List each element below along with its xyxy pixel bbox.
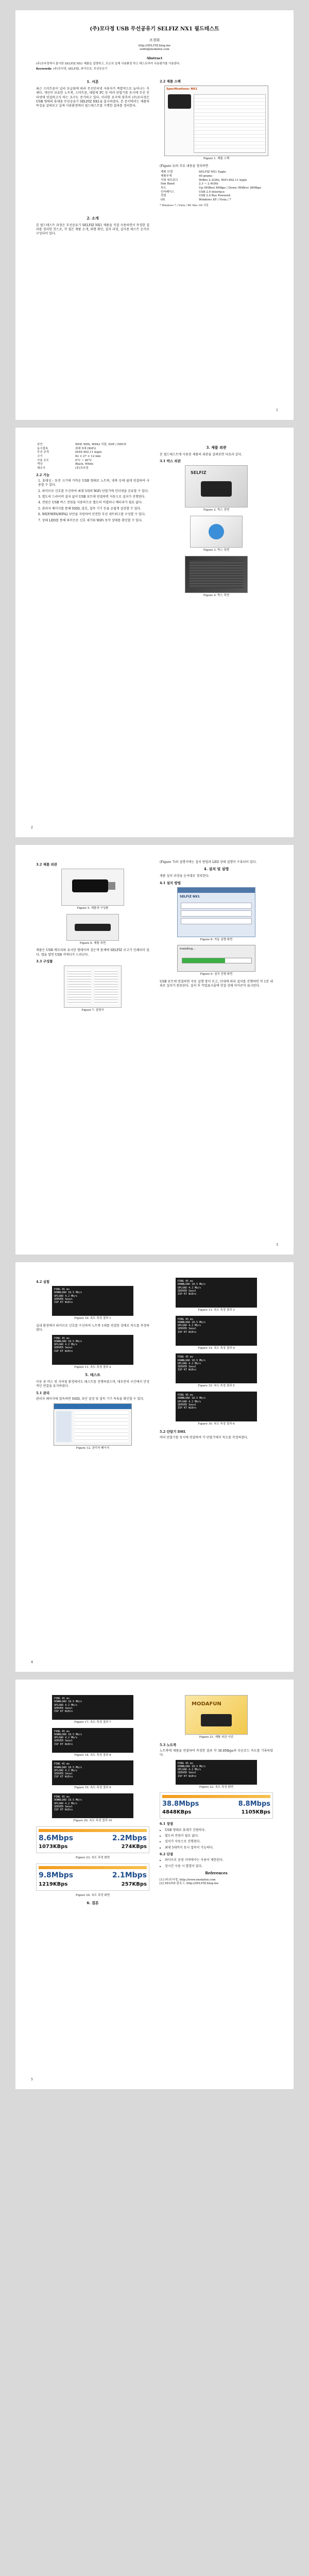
pro-item: • 설치가 자동으로 진행된다. bbox=[165, 1840, 273, 1844]
speedtest-row: PING 45 ms bbox=[54, 1697, 70, 1700]
speedtest-row: SERVER Seoul bbox=[54, 1297, 73, 1301]
author: 조경화 bbox=[149, 38, 160, 42]
section-3-heading: 3. 제품 외관 bbox=[206, 445, 227, 450]
install-progress-fill bbox=[182, 958, 225, 963]
speedtest-row: UPLOAD 4.2 Mb/s bbox=[54, 1703, 78, 1707]
section-2-3-heading: 2.2 기능 bbox=[36, 472, 50, 477]
spec-figure bbox=[164, 86, 268, 156]
page-number: 1 bbox=[276, 408, 278, 412]
speed-result-1-up: 2.2Mbps bbox=[112, 1834, 147, 1842]
references-list bbox=[160, 1878, 273, 1886]
speed-result-1 bbox=[36, 1826, 149, 1854]
speedtest-rows bbox=[178, 1318, 255, 1334]
speedtest-row: ISP KT WiBro bbox=[178, 1293, 197, 1296]
speedtest-row: PING 45 ms bbox=[54, 1795, 70, 1799]
keywords bbox=[36, 67, 273, 72]
references-heading: References bbox=[205, 1870, 228, 1875]
figure-3-caption: Figure 3. 박스 측면 bbox=[203, 548, 230, 552]
section-2-2-heading: 2.2 제품 스펙 bbox=[160, 79, 181, 83]
speedtest-screen-11 bbox=[176, 1760, 257, 1785]
box-brand-label: SELFIZ bbox=[191, 470, 207, 476]
spec-table-left bbox=[36, 443, 149, 471]
spec-value: Up (WiBro) 8Mbps / Down (WiBro) 38Mbps bbox=[199, 186, 262, 190]
speedtest-screen-5 bbox=[176, 1353, 257, 1383]
section-6-2-heading: 6.2 단점 bbox=[160, 1852, 174, 1857]
speedtest-rows bbox=[54, 1762, 131, 1778]
figure-21-caption: Figure 21. 제품 외관 사진 bbox=[199, 1736, 234, 1739]
speed-result-1-down-kb: 1073KBps bbox=[39, 1844, 68, 1850]
speedtest-row: PING 45 ms bbox=[178, 1280, 194, 1283]
speedtest-screen-6 bbox=[176, 1392, 257, 1421]
figure-11-caption: Figure 11. 속도 측정 결과 2 bbox=[74, 1365, 111, 1369]
spec-row bbox=[160, 191, 273, 195]
speedtest-row: SERVER Seoul bbox=[178, 1289, 197, 1293]
box-side-photo bbox=[190, 516, 243, 548]
spec-key: 속도 bbox=[161, 186, 166, 190]
spec-value: 0°C ~ 40°C bbox=[75, 459, 92, 462]
speedtest-row: ISP KT WiBro bbox=[54, 1742, 73, 1746]
figure-19-caption: Figure 19. 속도 측정 결과 9 bbox=[74, 1786, 111, 1790]
keywords-label: Keywords bbox=[36, 67, 52, 71]
admin-page-header bbox=[54, 1404, 131, 1409]
speed-result-2-bar bbox=[39, 1866, 147, 1869]
section-5-3-text: 노트북에 제품을 연결하여 측정한 결과 약 38.8Mbps의 다운로드 속도를 기록하였다. bbox=[160, 1749, 273, 1757]
spec-row bbox=[36, 463, 149, 467]
abstract-text: (주)모다정에서 출시한 SELFIZ NX1 제품을 설명하고, 모든의 실제 사용환경 하고 테스트하여 사용평가를 이용한다. bbox=[36, 62, 181, 66]
autorun-option-2 bbox=[181, 910, 252, 917]
speedtest-row: UPLOAD 4.2 Mb/s bbox=[178, 1362, 201, 1365]
affiliation-1: http://SELFIZ.blog.me bbox=[138, 44, 171, 47]
spec-row bbox=[160, 194, 273, 198]
box-back-photo bbox=[185, 556, 248, 593]
speedtest-row: SERVER Seoul bbox=[54, 1739, 73, 1743]
speedtest-row: PING 45 ms bbox=[54, 1730, 70, 1733]
spec-key: 색상 bbox=[37, 463, 43, 466]
speedtest-row: SERVER Seoul bbox=[178, 1403, 197, 1406]
p5-left-column bbox=[36, 1695, 149, 1908]
speedtest-row: DOWNLOAD 18.5 Mb/s bbox=[54, 1766, 82, 1769]
figure-23-caption: Figure 23. 속도 측정 화면 bbox=[75, 1856, 110, 1860]
spec-row bbox=[160, 179, 273, 183]
spec-row bbox=[160, 175, 273, 179]
speed-result-1-up-kb: 274KBps bbox=[121, 1844, 147, 1850]
figure-5-caption: Figure 5. 제품과 구성품 bbox=[77, 907, 109, 910]
speed-result-3-down: 38.8Mbps bbox=[162, 1800, 199, 1808]
speedtest-row: ISP KT WiBro bbox=[54, 1808, 73, 1812]
figure-18-caption: Figure 18. 속도 측정 결과 8 bbox=[74, 1753, 111, 1757]
spec-value: USB 2.0 Interface bbox=[199, 190, 225, 194]
section-5-2-heading: 5.2 단말기 DHL bbox=[160, 1429, 186, 1434]
autorun-title: SELFIZ NX1 bbox=[180, 894, 200, 899]
figure-8-caption: Figure 8. 자동 실행 화면 bbox=[200, 938, 233, 941]
spec-row bbox=[160, 171, 273, 175]
con-item: • 장시간 사용 시 발열이 있다. bbox=[165, 1865, 273, 1869]
spec-key: OS bbox=[161, 198, 165, 201]
section-6-heading: 6. 결론 bbox=[87, 1901, 99, 1906]
speedtest-row: DOWNLOAD 18.5 Mb/s bbox=[178, 1320, 206, 1324]
section-3-text: 본 필드테스트에 사용된 제품의 외관을 살펴보면 다음과 같다. bbox=[160, 452, 243, 456]
figure-17-caption: Figure 17. 속도 측정 결과 7 bbox=[74, 1721, 111, 1724]
speedtest-row: DOWNLOAD 18.5 Mb/s bbox=[54, 1291, 82, 1295]
speedtest-row: PING 45 ms bbox=[178, 1761, 194, 1765]
speedtest-row: DOWNLOAD 18.5 Mb/s bbox=[178, 1397, 206, 1400]
feature-item: 1. 휴대성 : 동전 크기에 가까운 USB 형태로 노트북, 넷북 등에 쉽게 연결하여 사용할 수 있다. bbox=[38, 479, 149, 487]
spec-row bbox=[36, 455, 149, 459]
admin-page-menu bbox=[56, 1411, 72, 1442]
section-5-1-text: 관리자 페이지에 접속하면 SSID, 보안 설정 및 접속 기기 목록을 확인할 수 있다. bbox=[36, 1397, 144, 1401]
speedtest-screen-10 bbox=[52, 1793, 133, 1818]
spec-row bbox=[36, 447, 149, 451]
section-3-1-heading: 3.1 박스 외관 bbox=[160, 459, 181, 464]
autorun-option-1 bbox=[181, 903, 252, 909]
spec-value: 40 grams bbox=[199, 174, 213, 178]
pro-item: • 최대 5대까지 동시 접속이 가능하다. bbox=[165, 1846, 273, 1850]
spec-key: 인터페이스 bbox=[161, 190, 175, 194]
product-box-photo bbox=[185, 1695, 248, 1735]
figure-20-caption: Figure 20. 속도 측정 결과 10 bbox=[73, 1819, 112, 1823]
speedtest-row: DOWNLOAD 18.5 Mb/s bbox=[178, 1283, 206, 1286]
feature-item: 2. 와이브로 신호를 수신하여 최대 5대의 WiFi 단말기에 인터넷을 공유할 수 있다. bbox=[38, 489, 149, 493]
speedtest-row: ISP KT WiBro bbox=[54, 1301, 73, 1304]
speed-result-2-up-kb: 257KBps bbox=[121, 1881, 147, 1887]
speedtest-rows bbox=[54, 1730, 131, 1746]
affiliation-2: selfiz@modafun.com bbox=[140, 48, 169, 52]
page-3 bbox=[15, 845, 294, 1255]
speedtest-rows bbox=[178, 1394, 255, 1410]
speedtest-screen-2 bbox=[52, 1335, 133, 1365]
spec-figure-title: Specifications: NX1 bbox=[166, 88, 198, 91]
page-4 bbox=[15, 1262, 294, 1672]
feature-item: 7. 상태 LED를 통해 와이브로 신호 세기와 WiFi 동작 상태를 확인할 수 있다. bbox=[38, 518, 143, 522]
spec-key: 사용 온도 bbox=[37, 459, 49, 462]
product-side-shape bbox=[75, 924, 111, 931]
spec-key: 무선 규격 bbox=[37, 451, 49, 454]
speedtest-rows bbox=[54, 1288, 131, 1304]
speedtest-screen-8 bbox=[52, 1728, 133, 1753]
speed-result-2-down: 9.8Mbps bbox=[39, 1871, 74, 1880]
manual-photo bbox=[64, 965, 122, 1008]
figure-10-caption: Figure 10. 속도 측정 결과 1 bbox=[74, 1317, 111, 1320]
spec-key: 지원 네트워크 bbox=[161, 178, 178, 182]
speedtest-row: DOWNLOAD 18.5 Mb/s bbox=[54, 1733, 82, 1736]
keywords-text: : (주)모다정, SELFIZ, 와이브로, 무선공유기 bbox=[51, 67, 108, 71]
con-item: • 와이브로 음영 지역에서는 사용이 제한된다. bbox=[165, 1858, 273, 1862]
speedtest-rows bbox=[54, 1795, 131, 1811]
figure-22-caption: Figure 22. 속도 측정 화면 bbox=[199, 1785, 234, 1789]
speed-result-2 bbox=[36, 1863, 149, 1891]
speedtest-row: ISP KT WiBro bbox=[178, 1774, 197, 1778]
speedtest-rows bbox=[54, 1697, 131, 1713]
feature-item: 5. 관리자 페이지를 통해 SSID, 암호, 접속 기기 등을 손쉽게 설정할 수 있다. bbox=[38, 506, 142, 511]
install-label: Installing... bbox=[180, 947, 196, 951]
feature-item: 3. 별도의 드라이버 설치 없이 USB 포트에 연결하면 자동으로 설치가 진행된다. bbox=[38, 495, 146, 499]
speedtest-screen-9 bbox=[52, 1760, 133, 1785]
spec-value: IEEE 802.11 b/g/n bbox=[75, 451, 102, 454]
spec-key: 제품무게 bbox=[161, 174, 172, 178]
speedtest-row: DOWNLOAD 18.5 Mb/s bbox=[178, 1359, 206, 1362]
install-progress-track bbox=[182, 958, 252, 963]
figure-7-caption: Figure 7. 설명서 bbox=[81, 1009, 104, 1012]
figure-13-caption: Figure 13. 속도 측정 결과 3 bbox=[198, 1309, 235, 1312]
speedtest-row: UPLOAD 4.2 Mb/s bbox=[54, 1769, 78, 1772]
admin-page-content bbox=[75, 1411, 128, 1442]
spec-value: 82 × 27 × 12 mm bbox=[75, 455, 101, 459]
section-4-heading: 4. 설치 및 설명 bbox=[203, 867, 229, 872]
spec-figure-table bbox=[194, 94, 266, 153]
speedtest-row: SERVER Seoul bbox=[54, 1805, 73, 1808]
section-3-3-heading: 3.3 구성품 bbox=[36, 959, 53, 964]
page-2 bbox=[15, 428, 294, 837]
admin-page-screenshot bbox=[54, 1403, 132, 1446]
figure-6-caption: Figure 6. 제품 측면 bbox=[79, 941, 106, 945]
figure-24-caption: Figure 24. 속도 측정 화면 bbox=[75, 1893, 110, 1897]
speedtest-row: SERVER Seoul bbox=[178, 1365, 197, 1369]
speedtest-row: SERVER Seoul bbox=[54, 1706, 73, 1710]
speedtest-row: ISP KT WiBro bbox=[178, 1330, 197, 1334]
speedtest-row: UPLOAD 4.2 Mb/s bbox=[178, 1286, 201, 1290]
figure-1-note: (Figure 1)의 주요 내용을 정리하면 bbox=[160, 164, 209, 168]
section-2-text: 본 필드테스트 과정은 무선공유기 SELFIZ NX1 제품을 직접 사용하면서 측정한 결과를 정리한 것으로, 각 절은 제품 소개, 외형 확인, 설치 과정, 실사용 테스트 순서로 구성되어 있다. bbox=[36, 223, 149, 236]
spec-key: 전원 bbox=[161, 194, 166, 198]
speedtest-rows bbox=[178, 1355, 255, 1371]
speedtest-rows bbox=[178, 1762, 255, 1778]
spec-value: USB 2.0 Bus Powered bbox=[199, 194, 230, 198]
speedtest-row: UPLOAD 4.2 Mb/s bbox=[54, 1802, 78, 1805]
spec-value: 최대 5대 (WiFi) bbox=[75, 447, 96, 450]
cons-list bbox=[160, 1858, 273, 1869]
speedtest-row: UPLOAD 4.2 Mb/s bbox=[178, 1768, 201, 1772]
section-2-heading: 2. 소개 bbox=[87, 215, 99, 221]
speedtest-row: DOWNLOAD 18.5 Mb/s bbox=[54, 1700, 82, 1704]
speed-result-3 bbox=[160, 1792, 273, 1819]
box-back-text-block bbox=[190, 561, 243, 588]
spec-key: 제조사 bbox=[37, 467, 45, 470]
spec-row bbox=[36, 443, 149, 447]
spec-row bbox=[36, 459, 149, 463]
p1-left-column bbox=[36, 77, 149, 239]
speedtest-row: ISP KT WiBro bbox=[54, 1775, 73, 1779]
page-number: 4 bbox=[31, 1660, 33, 1664]
speed-result-3-bar bbox=[162, 1795, 270, 1798]
page-number: 5 bbox=[31, 2077, 33, 2081]
spec-row bbox=[160, 187, 273, 191]
speedtest-row: DOWNLOAD 18.5 Mb/s bbox=[54, 1799, 82, 1802]
speed-result-3-up: 8.8Mbps bbox=[238, 1800, 270, 1808]
speedtest-screen-1 bbox=[52, 1286, 133, 1316]
product-body-shape bbox=[72, 879, 108, 892]
spec-value: 2.3 ~ 2.4GHz bbox=[199, 182, 218, 186]
reference-item: [2] SELFIZ 블로그, http://SELFIZ.blog.me bbox=[160, 1882, 219, 1886]
speedtest-screen-4 bbox=[176, 1316, 257, 1346]
p3-right-column bbox=[160, 860, 273, 991]
spec-value: Black, White bbox=[75, 463, 94, 466]
manual-page-right bbox=[94, 969, 118, 1004]
autorun-window bbox=[177, 887, 255, 937]
section-1-heading: 1. 서론 bbox=[87, 79, 99, 84]
figure-14-caption: Figure 14. 속도 측정 결과 4 bbox=[198, 1346, 235, 1350]
autorun-option-3 bbox=[181, 918, 252, 924]
speed-result-2-down-kb: 1219KBps bbox=[39, 1881, 68, 1887]
spec-value: Windows XP / Vista / 7 bbox=[199, 198, 231, 201]
p4-right-column bbox=[160, 1278, 273, 1442]
figure-4-caption: Figure 4. 박스 후면 bbox=[203, 594, 230, 597]
figure-12-caption: Figure 12. 관리자 페이지 bbox=[76, 1447, 110, 1450]
section-3-2-heading: 3.2 제품 외관 bbox=[36, 862, 57, 867]
section-5-2-text: 여러 단말기를 동시에 연결하여 각 단말기에서 속도를 측정하였다. bbox=[160, 1435, 248, 1439]
speed-result-3-down-kb: 4848KBps bbox=[162, 1809, 192, 1816]
p3-left-column bbox=[36, 860, 149, 1016]
box-front-photo bbox=[185, 465, 248, 507]
figure-1-caption: Figure 1. 제품 스펙 bbox=[203, 157, 230, 161]
title-block bbox=[36, 26, 273, 72]
speed-result-2-up: 2.1Mbps bbox=[112, 1871, 147, 1880]
figure-15-caption: Figure 15. 속도 측정 결과 5 bbox=[198, 1384, 235, 1388]
text-a: 실내 환경에서 와이브로 신호를 수신하여 노트북 1대를 연결한 상태로 속도를 측정하였다. bbox=[36, 1324, 149, 1332]
speedtest-row: DOWNLOAD 18.5 Mb/s bbox=[54, 1340, 82, 1343]
autorun-titlebar bbox=[178, 888, 255, 893]
section-5-1-heading: 5.1 관리 bbox=[36, 1391, 50, 1395]
product-box-shape bbox=[201, 1714, 232, 1726]
modafun-logo: MODAFUN bbox=[192, 1701, 221, 1707]
speedtest-row: PING 45 ms bbox=[178, 1394, 194, 1397]
p1-right-column bbox=[160, 77, 273, 208]
speedtest-row: UPLOAD 4.2 Mb/s bbox=[178, 1400, 201, 1403]
speed-result-1-bar bbox=[39, 1829, 147, 1832]
speedtest-row: PING 45 ms bbox=[178, 1355, 194, 1359]
install-window bbox=[177, 945, 255, 972]
p4-left-column bbox=[36, 1278, 149, 1454]
spec-value: WEP, WPA, WPA2 지원, NAT / DHCP bbox=[75, 443, 126, 446]
p5-right-column bbox=[160, 1695, 273, 1886]
spec-value: SELFIZ NX1 Eagle bbox=[199, 171, 226, 174]
spec-value: WiBro 2.3GHz, WiFi 802.11 b/g/n bbox=[199, 178, 247, 182]
box-side-circle bbox=[209, 524, 224, 539]
p2-right-column bbox=[160, 443, 273, 601]
section-4-text: 제품 설치 과정을 순서대로 정리한다. bbox=[160, 874, 210, 878]
speedtest-row: ISP KT WiBro bbox=[54, 1710, 73, 1713]
pro-item: • USB 형태로 휴대가 간편하다. bbox=[165, 1828, 273, 1833]
spec-row bbox=[36, 451, 149, 455]
speedtest-row: ISP KT WiBro bbox=[178, 1406, 197, 1410]
feature-list bbox=[36, 479, 149, 523]
spec-key: 크기 bbox=[37, 455, 43, 459]
figure-16-caption: Figure 16. 속도 측정 결과 6 bbox=[198, 1422, 235, 1426]
speedtest-row: SERVER Seoul bbox=[54, 1772, 73, 1776]
speedtest-row: UPLOAD 4.2 Mb/s bbox=[54, 1343, 78, 1347]
section-4-1-heading: 4.1 설치 방법 bbox=[160, 880, 181, 885]
speedtest-row: SERVER Seoul bbox=[178, 1771, 197, 1775]
speed-result-3-up-kb: 1105KBps bbox=[241, 1809, 270, 1816]
page-1 bbox=[15, 10, 294, 420]
reference-item: [1] (주)모다정, http://www.modafun.com bbox=[160, 1878, 216, 1882]
spec-row bbox=[160, 198, 273, 202]
product-photo bbox=[61, 869, 124, 906]
box-product-shape bbox=[201, 481, 232, 497]
spec-figure-image bbox=[168, 94, 191, 109]
figure-2-caption: Figure 2. 박스 전면 bbox=[203, 509, 230, 512]
spec-table-right bbox=[160, 171, 273, 202]
section-1-text: 최근 스마트폰이 널리 보급됨에 따라 무선인터넷 사용자가 폭발적으로 늘어나는 추세다. 개인이 보유한 노트북, 스마트폰, 태블릿 PC 등 여러 단말기를 동시에 무선 인터넷에 연결하고자 하는 요구도 증가하고 있다. 이러한 요구에 맞추어 (주)모다정은 USB 형태의 휴대용 무선공유기 SELFIZ NX1을 출시하였다. 본 문서에서는 제품의 특징을 살펴보고 실제 사용환경에서 필드테스트를 수행한 결과를 정리한다. bbox=[36, 87, 149, 108]
speedtest-row: UPLOAD 4.2 Mb/s bbox=[54, 1736, 78, 1740]
section-4-2-heading: 4.2 실험 bbox=[36, 1280, 50, 1284]
page-number: 3 bbox=[276, 1243, 278, 1247]
speedtest-row: ISP KT WiBro bbox=[178, 1368, 197, 1372]
speedtest-row: SERVER Seoul bbox=[178, 1327, 197, 1331]
pros-list bbox=[160, 1828, 273, 1851]
spec-key: 보안 bbox=[37, 443, 43, 446]
figure-9-caption: Figure 9. 설치 진행 화면 bbox=[200, 973, 233, 976]
speedtest-rows bbox=[54, 1337, 131, 1353]
page-5 bbox=[15, 1680, 294, 2089]
speedtest-screen-3 bbox=[176, 1278, 257, 1308]
install-text: USB 포트에 연결하면 자동 실행 창이 뜨고, 안내에 따라 설치를 진행하면 약 1분 내외로 설치가 완료된다. 설치 후 작업표시줄에 연결 상태 아이콘이 표시된다. bbox=[160, 980, 273, 988]
section-5-3-heading: 5.3 노트북 bbox=[160, 1742, 177, 1747]
spec-key: 제품 모델 bbox=[161, 171, 173, 174]
p2-left-column bbox=[36, 443, 149, 525]
speedtest-row: PING 45 ms bbox=[178, 1317, 194, 1321]
feature-item: 4. 전원은 USB 버스 전원을 사용하므로 별도의 어댑터나 배터리가 필요 없다. bbox=[38, 501, 143, 505]
feature-item: 6. WEP/WPA/WPA2 보안을 지원하여 안전한 무선 네트워크를 구성할 수 있다. bbox=[38, 513, 146, 517]
spec-key: 동시접속 bbox=[37, 447, 48, 450]
paper-title: (주)모다정 USB 무선공유기 SELFIZ NX1 필드테스트 bbox=[90, 26, 219, 32]
product-side-photo bbox=[66, 914, 119, 941]
figure-7-note: (Figure 7)의 설명서에는 설치 방법과 LED 상태 설명이 수록되어 있다. bbox=[160, 860, 257, 864]
pro-item: • 별도의 전원이 필요 없다. bbox=[165, 1834, 273, 1838]
section-5-text: 이동 중 버스 및 지하철 환경에서도 테스트를 진행하였으며, 대부분의 구간에서 안정적인 연결을 유지하였다. bbox=[36, 1380, 149, 1388]
speedtest-row: DOWNLOAD 18.5 Mb/s bbox=[178, 1765, 206, 1768]
abstract-heading: Abstract bbox=[146, 56, 163, 61]
section-5-heading: 5. 테스트 bbox=[84, 1372, 101, 1378]
spec-footnote: * Windows 7 / Vista / XP, Mac OS 지원 bbox=[160, 204, 209, 207]
spec-row bbox=[160, 182, 273, 187]
page-number: 2 bbox=[31, 825, 33, 829]
product-cap-shape bbox=[108, 882, 115, 890]
speedtest-row: PING 45 ms bbox=[54, 1336, 70, 1340]
speedtest-row: UPLOAD 4.2 Mb/s bbox=[178, 1324, 201, 1328]
section-3-2-text: 제품은 USB 메모리와 유사한 형태이며 검은색 몸체에 SELFIZ 로고가 인쇄되어 있다. 캡을 열면 USB 커넥터가 드러난다. bbox=[36, 948, 149, 957]
spec-row bbox=[36, 467, 149, 471]
speedtest-row: UPLOAD 4.2 Mb/s bbox=[54, 1294, 78, 1298]
speedtest-screen-7 bbox=[52, 1695, 133, 1720]
manual-page-left bbox=[67, 969, 91, 1004]
speedtest-row: SERVER Seoul bbox=[54, 1346, 73, 1350]
section-6-1-heading: 6.1 장점 bbox=[160, 1822, 174, 1826]
speedtest-rows bbox=[178, 1280, 255, 1296]
speedtest-row: ISP KT WiBro bbox=[54, 1349, 73, 1353]
spec-value: (주)모다정 bbox=[75, 467, 89, 470]
spec-key: Sim Band bbox=[161, 182, 175, 186]
speedtest-row: PING 45 ms bbox=[54, 1288, 70, 1292]
speed-result-1-down: 8.6Mbps bbox=[39, 1834, 74, 1842]
speedtest-row: PING 45 ms bbox=[54, 1762, 70, 1766]
